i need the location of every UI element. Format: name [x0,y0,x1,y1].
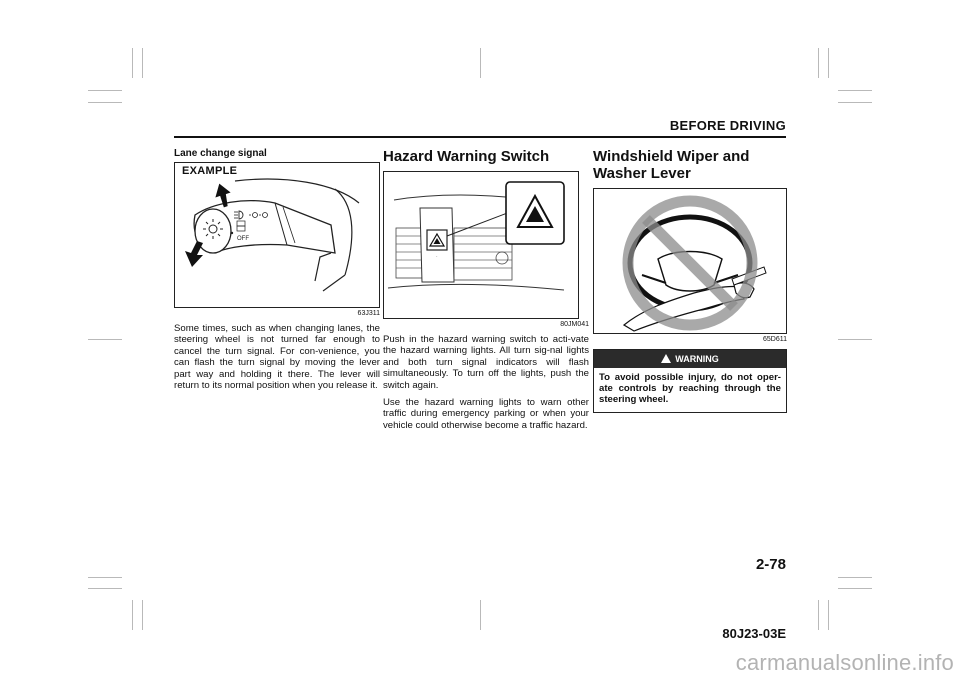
crop-mark [88,339,122,340]
crop-mark [818,600,819,630]
crop-mark [88,588,122,589]
crop-mark [142,600,143,630]
warning-text: To avoid possible injury, do not oper-ate controls by reaching through the steering wheel. [599,372,781,406]
figure-code: 80JM041 [560,321,589,328]
warning-title: WARNING [675,354,719,364]
figure-no-reach-through-wheel [593,188,787,334]
page-number: 2-78 [755,556,786,573]
svg-text:·: · [436,254,438,260]
crop-mark [88,577,122,578]
lever-off-label: OFF [237,236,249,242]
paragraph: Some times, such as when changing lanes, the steering wheel is not turned far enough to cancel the turn signal. For con-venience, you can flash the turn signal by moving the lever part way and holding it there. The lever will return to its normal position when you release it. [174,323,380,392]
figure-example-label: EXAMPLE [182,165,238,177]
crop-mark [132,48,133,78]
crop-mark [480,600,481,630]
crop-mark [142,48,143,78]
heading-hazard-warning-switch: Hazard Warning Switch [383,148,550,165]
figure-code: 63J311 [357,310,380,317]
figure-code: 65D611 [762,336,787,343]
warning-triangle-icon [661,354,671,363]
column-hazard-switch [383,148,589,437]
crop-mark [88,102,122,103]
prohibition-illustration [594,189,786,333]
crop-mark [480,48,481,78]
column-lane-change [174,148,380,397]
crop-mark [132,600,133,630]
document-code: 80J23-03E [722,626,786,641]
figure-hazard-switch [383,171,579,319]
heading-wiper-washer-lever: Windshield Wiper and Washer Lever [593,148,750,182]
header-rule [174,136,786,138]
crop-mark [818,48,819,78]
crop-mark [838,102,872,103]
crop-mark [828,48,829,78]
paragraph: Push in the hazard warning switch to acti-vate the hazard warning lights. All turn sig-nal lights and both turn signal indicators will flash simultaneously. To turn off the lights, push the switch again. [383,334,589,391]
turn-signal-lever-illustration [175,163,379,307]
crop-mark [838,339,872,340]
warning-box [593,349,787,413]
warning-header [594,350,786,368]
crop-mark [88,90,122,91]
hazard-switch-illustration [384,172,578,318]
subheading-lane-change: Lane change signal [174,148,267,159]
column-wiper-washer [593,148,787,413]
crop-mark [838,90,872,91]
crop-mark [828,600,829,630]
section-header: BEFORE DRIVING [669,118,786,133]
crop-mark [838,588,872,589]
crop-mark [838,577,872,578]
watermark-text: carmanualsonline.info [735,650,954,675]
figure-turn-signal-lever [174,162,380,308]
paragraph: Use the hazard warning lights to warn other traffic during emergency parking or when your vehicle could otherwise become a traffic hazard. [383,397,589,431]
